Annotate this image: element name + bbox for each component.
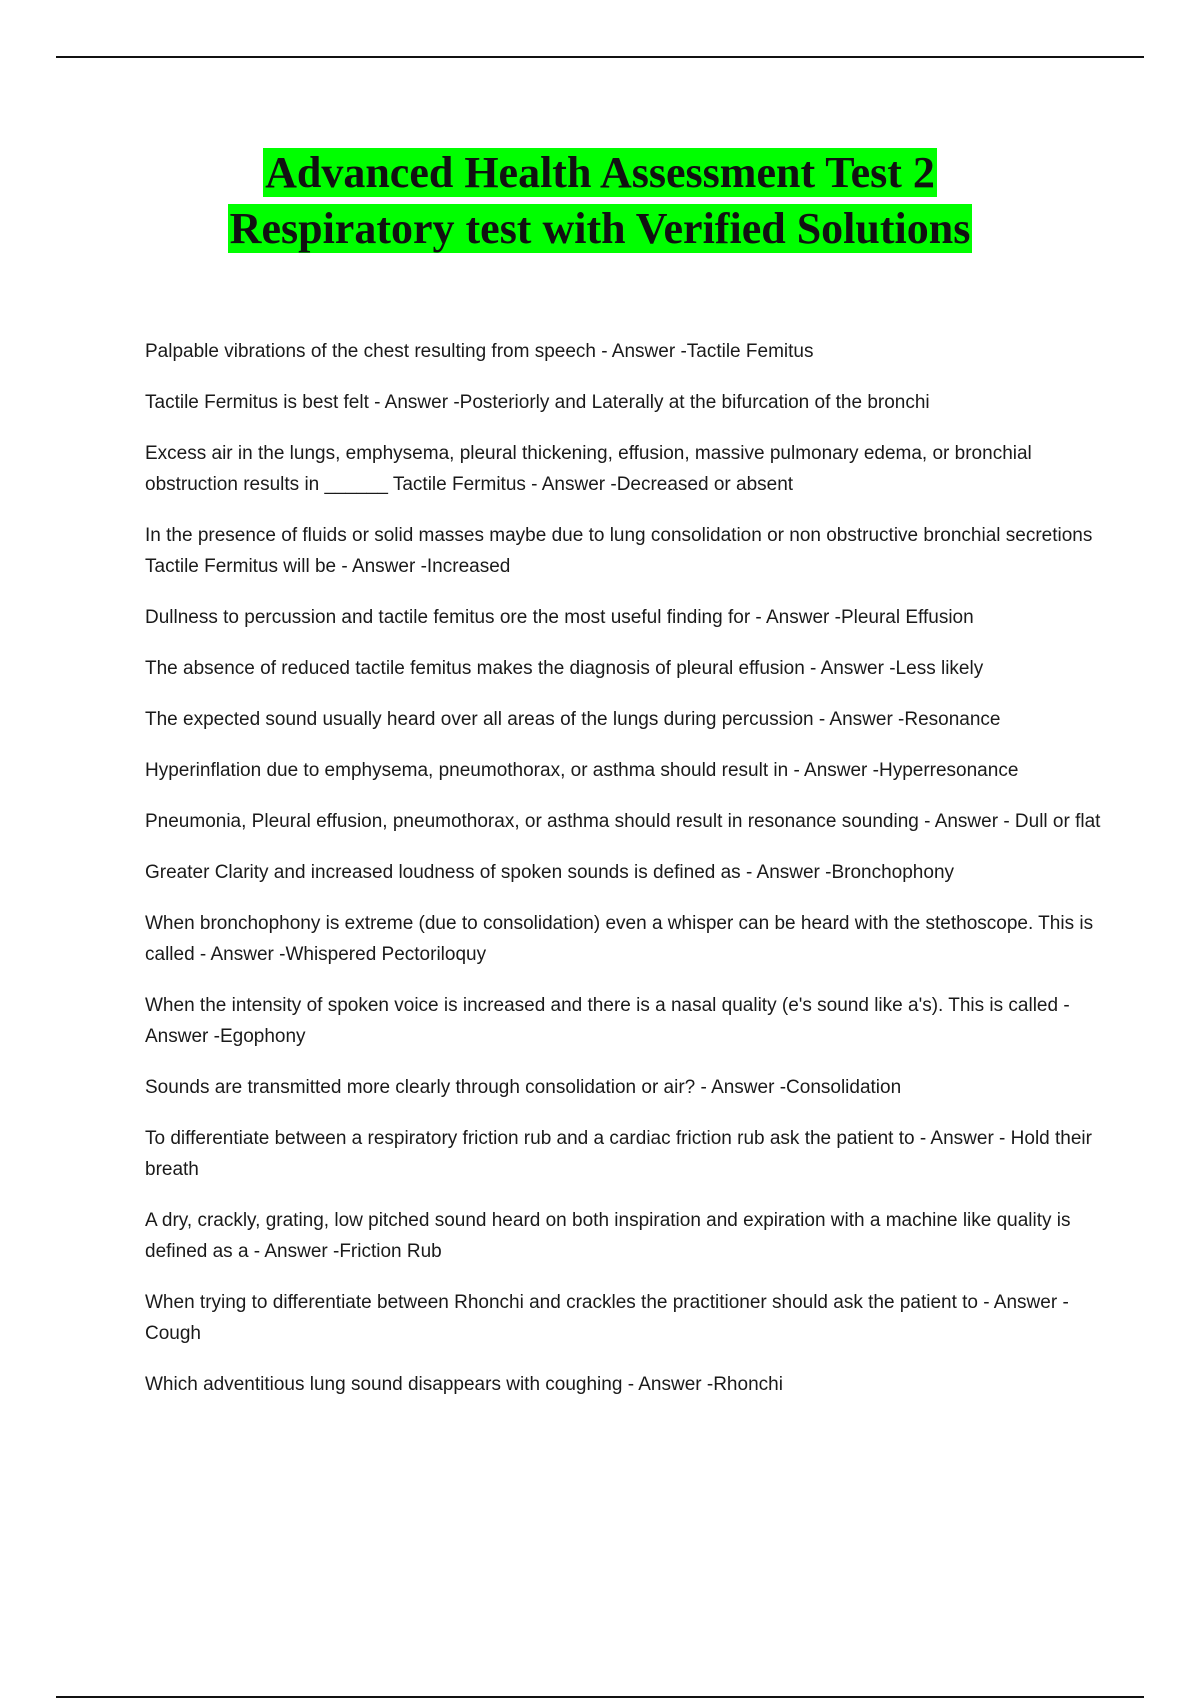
footer-rule	[56, 1696, 1144, 1698]
qa-item: The expected sound usually heard over all areas of the lungs during percussion - Answer -Resonance	[145, 709, 1001, 730]
qa-item: Excess air in the lungs, emphysema, pleural thickening, effusion, massive pulmonary edema, or bronchial obstruction results in ______ Tactile Fermitus - Answer -Decreased or absent	[145, 443, 1032, 495]
document-title	[0, 145, 1200, 257]
qa-item: Dullness to percussion and tactile femitus ore the most useful finding for - Answer -Pleural Effusion	[145, 607, 974, 628]
qa-item: Sounds are transmitted more clearly through consolidation or air? - Answer -Consolidation	[145, 1077, 902, 1098]
qa-item: Greater Clarity and increased loudness of spoken sounds is defined as - Answer -Bronchophony	[145, 862, 955, 883]
qa-item: Hyperinflation due to emphysema, pneumothorax, or asthma should result in - Answer -Hyperresonance	[145, 760, 1019, 781]
qa-item: When the intensity of spoken voice is increased and there is a nasal quality (e's sound like a's). This is called - Answer -Egophony	[145, 995, 1070, 1047]
qa-item: To differentiate between a respiratory friction rub and a cardiac friction rub ask the patient to - Answer - Hold their breath	[145, 1128, 1092, 1180]
qa-item: In the presence of fluids or solid masses maybe due to lung consolidation or non obstructive bronchial secretions Tactile Fermitus will be - Answer -Increased	[145, 525, 1093, 577]
qa-item: When bronchophony is extreme (due to consolidation) even a whisper can be heard with the stethoscope. This is called - Answer -Whispered Pectoriloquy	[145, 913, 1094, 965]
title-line-1	[0, 145, 1200, 201]
qa-item: Which adventitious lung sound disappears with coughing - Answer -Rhonchi	[145, 1374, 783, 1395]
qa-item: A dry, crackly, grating, low pitched sound heard on both inspiration and expiration with a machine like quality is defined as a - Answer -Friction Rub	[145, 1210, 1071, 1262]
qa-item: Pneumonia, Pleural effusion, pneumothorax, or asthma should result in resonance sounding - Answer - Dull or flat	[145, 811, 1101, 832]
qa-item: The absence of reduced tactile femitus makes the diagnosis of pleural effusion - Answer -Less likely	[145, 658, 984, 679]
qa-item: Palpable vibrations of the chest resulting from speech - Answer -Tactile Femitus	[145, 341, 814, 362]
qa-item: When trying to differentiate between Rhonchi and crackles the practitioner should ask the patient to - Answer -Cough	[145, 1292, 1069, 1344]
title-line-2	[0, 201, 1200, 257]
header-rule	[56, 56, 1144, 58]
qa-item: Tactile Fermitus is best felt - Answer -Posteriorly and Laterally at the bifurcation of the bronchi	[145, 392, 930, 413]
title-line-2-text: Respiratory test with Verified Solutions	[229, 204, 971, 253]
title-line-1-text: Advanced Health Assessment Test 2	[265, 148, 935, 197]
question-answer-list	[145, 336, 1105, 1420]
